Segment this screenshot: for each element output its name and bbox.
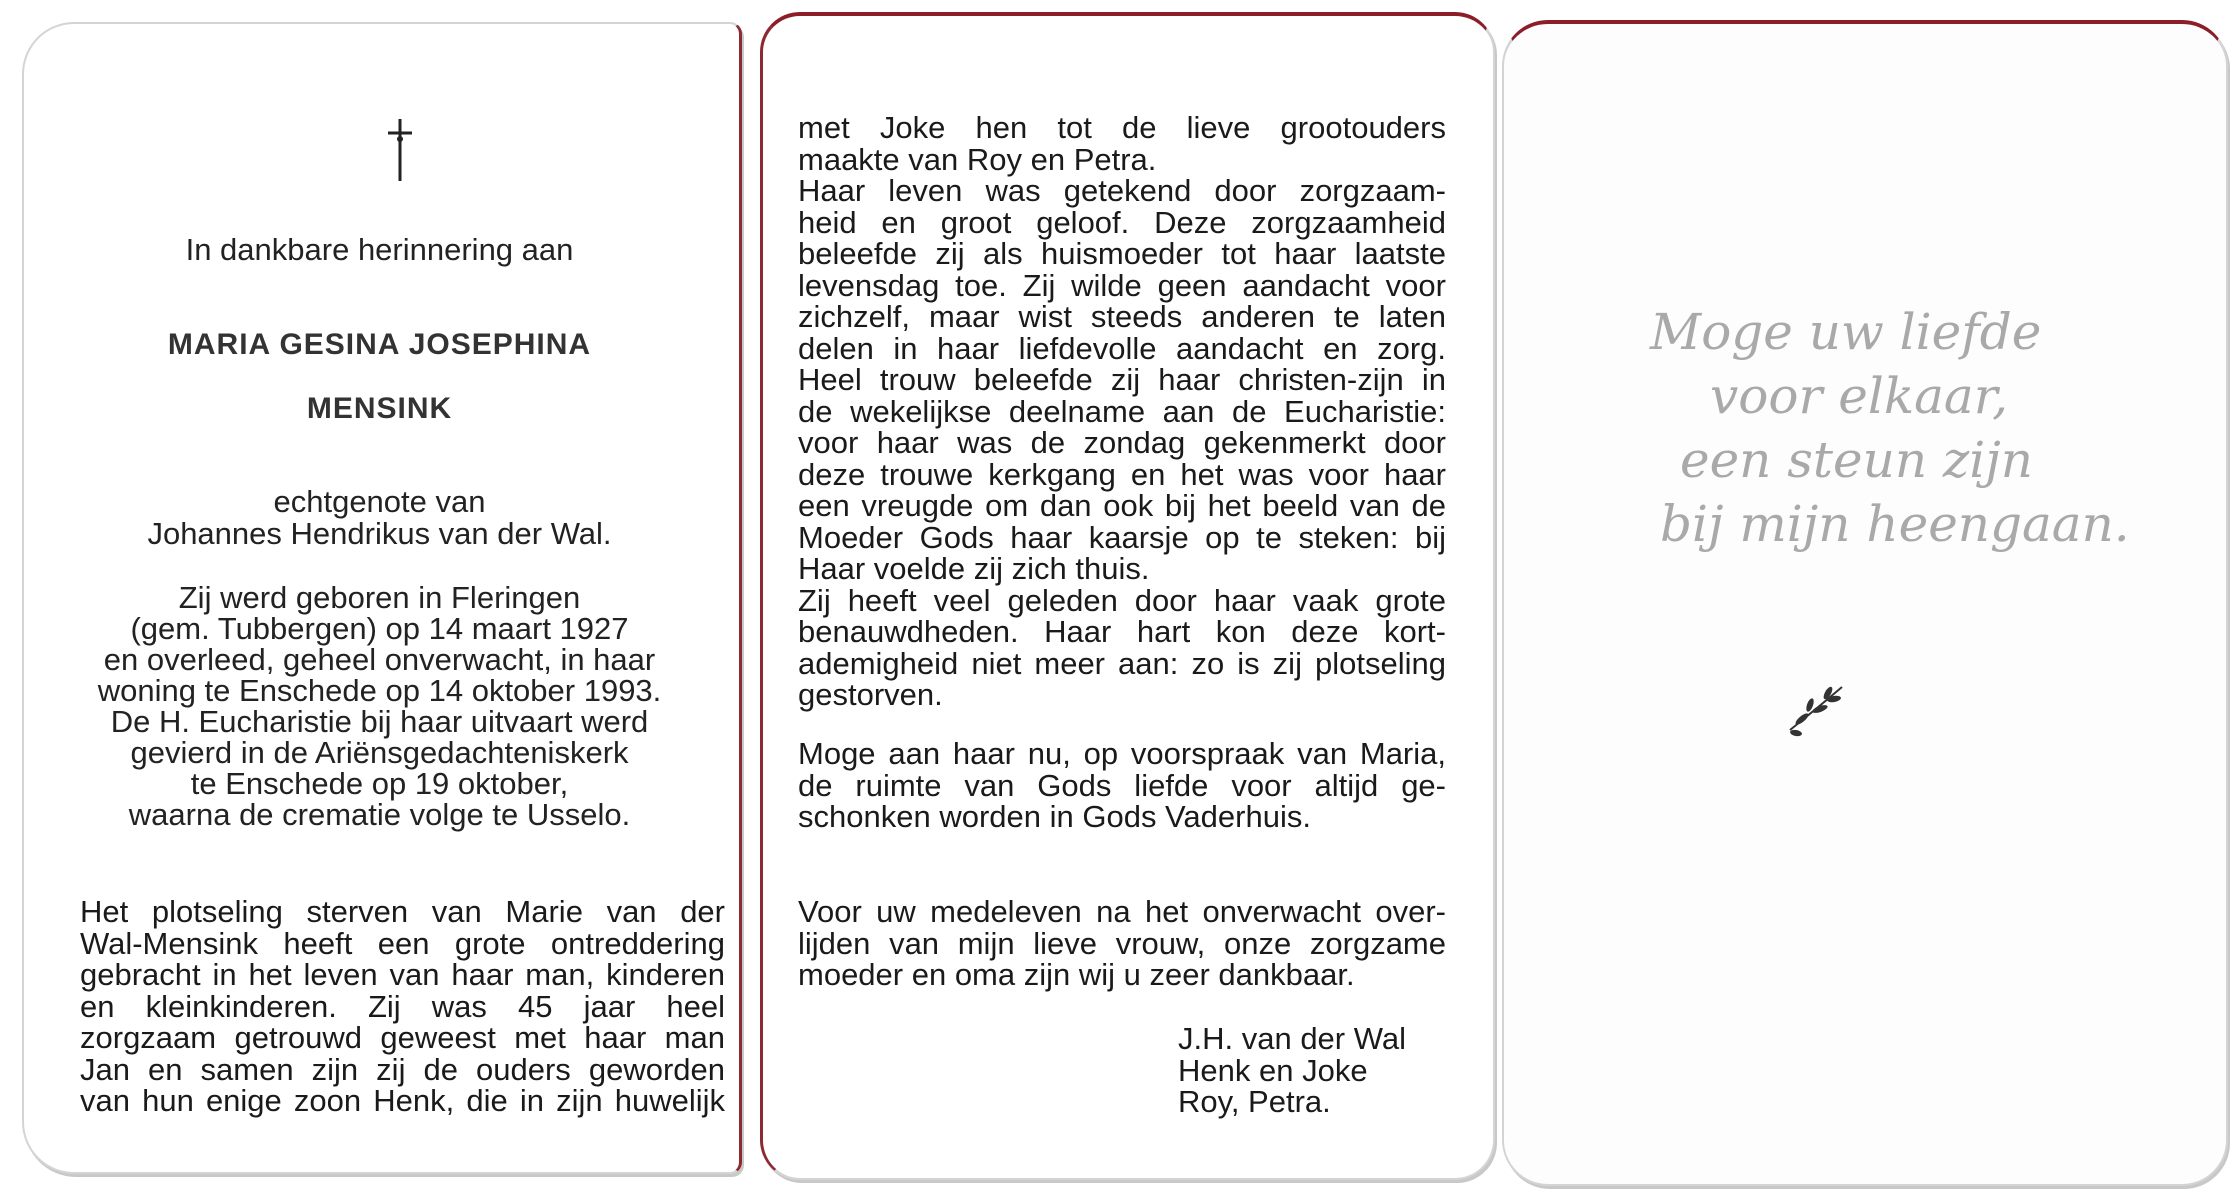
spouse-line: Johannes Hendrikus van der Wal.	[147, 516, 612, 551]
text-line: Haar voelde zij zich thuis.	[798, 551, 1150, 586]
signature-line: Roy, Petra.	[1178, 1084, 1331, 1119]
bio-line: Zij werd geboren in Fleringen	[178, 580, 581, 615]
card-panel-right	[1502, 20, 2228, 1186]
text-line: levensdag toe. Zij wilde geen aandacht voor	[798, 267, 1446, 303]
text-line: deze trouwe kerkgang en het was voor haar	[798, 456, 1446, 492]
text-line: van hun enige zoon Henk, die in zijn huwelijk	[80, 1083, 725, 1118]
text-line: Moeder Gods haar kaarsje op te steken: bij	[798, 519, 1446, 555]
text-line: en kleinkinderen. Zij was 45 jaar heel	[80, 988, 725, 1024]
text-line: gestorven.	[798, 677, 943, 712]
deceased-name-line2: MENSINK	[306, 392, 453, 425]
text-line: zichzelf, maar wist steeds anderen te laten	[798, 299, 1446, 334]
intro-text: In dankbare herinnering aan	[185, 232, 574, 267]
verse-line: een steun zijn	[1680, 431, 2033, 489]
text-line: Moge aan haar nu, op voorspraak van Maria,	[798, 736, 1446, 771]
verse-line: voor elkaar,	[1710, 367, 2009, 425]
text-line: Heel trouw beleefde zij haar christen-zijn in	[798, 362, 1446, 397]
text-line: beleefde zij als huismoeder tot haar laatste	[798, 236, 1446, 271]
crucifix-icon	[380, 115, 420, 185]
bio-line: gevierd in de Ariënsgedachteniskerk	[130, 735, 629, 770]
bio-line: De H. Eucharistie bij haar uitvaart werd	[110, 704, 649, 739]
text-line: ademigheid niet meer aan: zo is zij plotseling	[798, 645, 1446, 681]
text-line: lijden van mijn lieve vrouw, onze zorgzame	[798, 925, 1446, 961]
verse-line: Moge uw liefde	[1650, 303, 2042, 361]
bio-line: (gem. Tubbergen) op 14 maart 1927	[130, 611, 629, 646]
verse-line: bij mijn heengaan.	[1660, 495, 2130, 553]
memorial-paragraph-left	[80, 896, 725, 1117]
signature-block	[1178, 1023, 1478, 1118]
text-line: delen in haar liefdevolle aandacht en zorg.	[798, 330, 1446, 366]
bio-line: en overleed, geheel onverwacht, in haar	[103, 642, 656, 677]
text-line: benauwdheden. Haar hart kon deze kort-	[798, 614, 1446, 649]
deceased-name-line1: MARIA GESINA JOSEPHINA	[167, 328, 592, 361]
text-line: voor haar was de zondag gekenmerkt door	[798, 425, 1446, 460]
text-line: de wekelijkse deelname aan de Eucharistie:	[798, 393, 1446, 429]
text-line: Voor uw medeleven na het onverwacht over-	[798, 894, 1446, 929]
text-line: de ruimte van Gods liefde voor altijd ge-	[798, 767, 1446, 803]
bio-line: waarna de crematie volge te Usselo.	[128, 797, 631, 832]
spouse-line: echtgenote van	[273, 484, 486, 519]
text-line: schonken worden in Gods Vaderhuis.	[798, 799, 1311, 834]
prayer-paragraph	[798, 738, 1446, 833]
bio-line: te Enschede op 19 oktober,	[190, 766, 569, 801]
olive-sprig-icon	[1780, 675, 1850, 745]
script-verse	[1600, 300, 2160, 556]
text-line: Jan en samen zijn zij de ouders geworden	[80, 1051, 725, 1087]
signature-line: Henk en Joke	[1178, 1052, 1368, 1088]
signature-line: J.H. van der Wal	[1178, 1021, 1406, 1056]
text-line: gebracht in het leven van haar man, kinderen	[80, 957, 725, 992]
text-line: zorgzaam getrouwd geweest met haar man	[80, 1020, 725, 1055]
text-line: maakte van Roy en Petra.	[798, 141, 1157, 177]
text-line: Zij heeft veel geleden door haar vaak grote	[798, 582, 1446, 618]
text-line: heid en groot geloof. Deze zorgzaamheid	[798, 204, 1446, 240]
thanks-paragraph	[798, 896, 1446, 991]
text-line: Het plotseling sterven van Marie van der	[80, 894, 725, 929]
text-line: Haar leven was getekend door zorgzaam-	[798, 173, 1446, 208]
text-line: met Joke hen tot de lieve grootouders	[798, 110, 1446, 145]
text-line: moeder en oma zijn wij u zeer dankbaar.	[798, 957, 1355, 992]
bio-line: woning te Enschede op 14 oktober 1993.	[97, 673, 662, 708]
memorial-paragraph-middle	[798, 112, 1446, 711]
text-line: een vreugde om dan ook bij het beeld van de	[798, 488, 1446, 523]
text-line: Wal-Mensink heeft een grote ontreddering	[80, 925, 725, 961]
